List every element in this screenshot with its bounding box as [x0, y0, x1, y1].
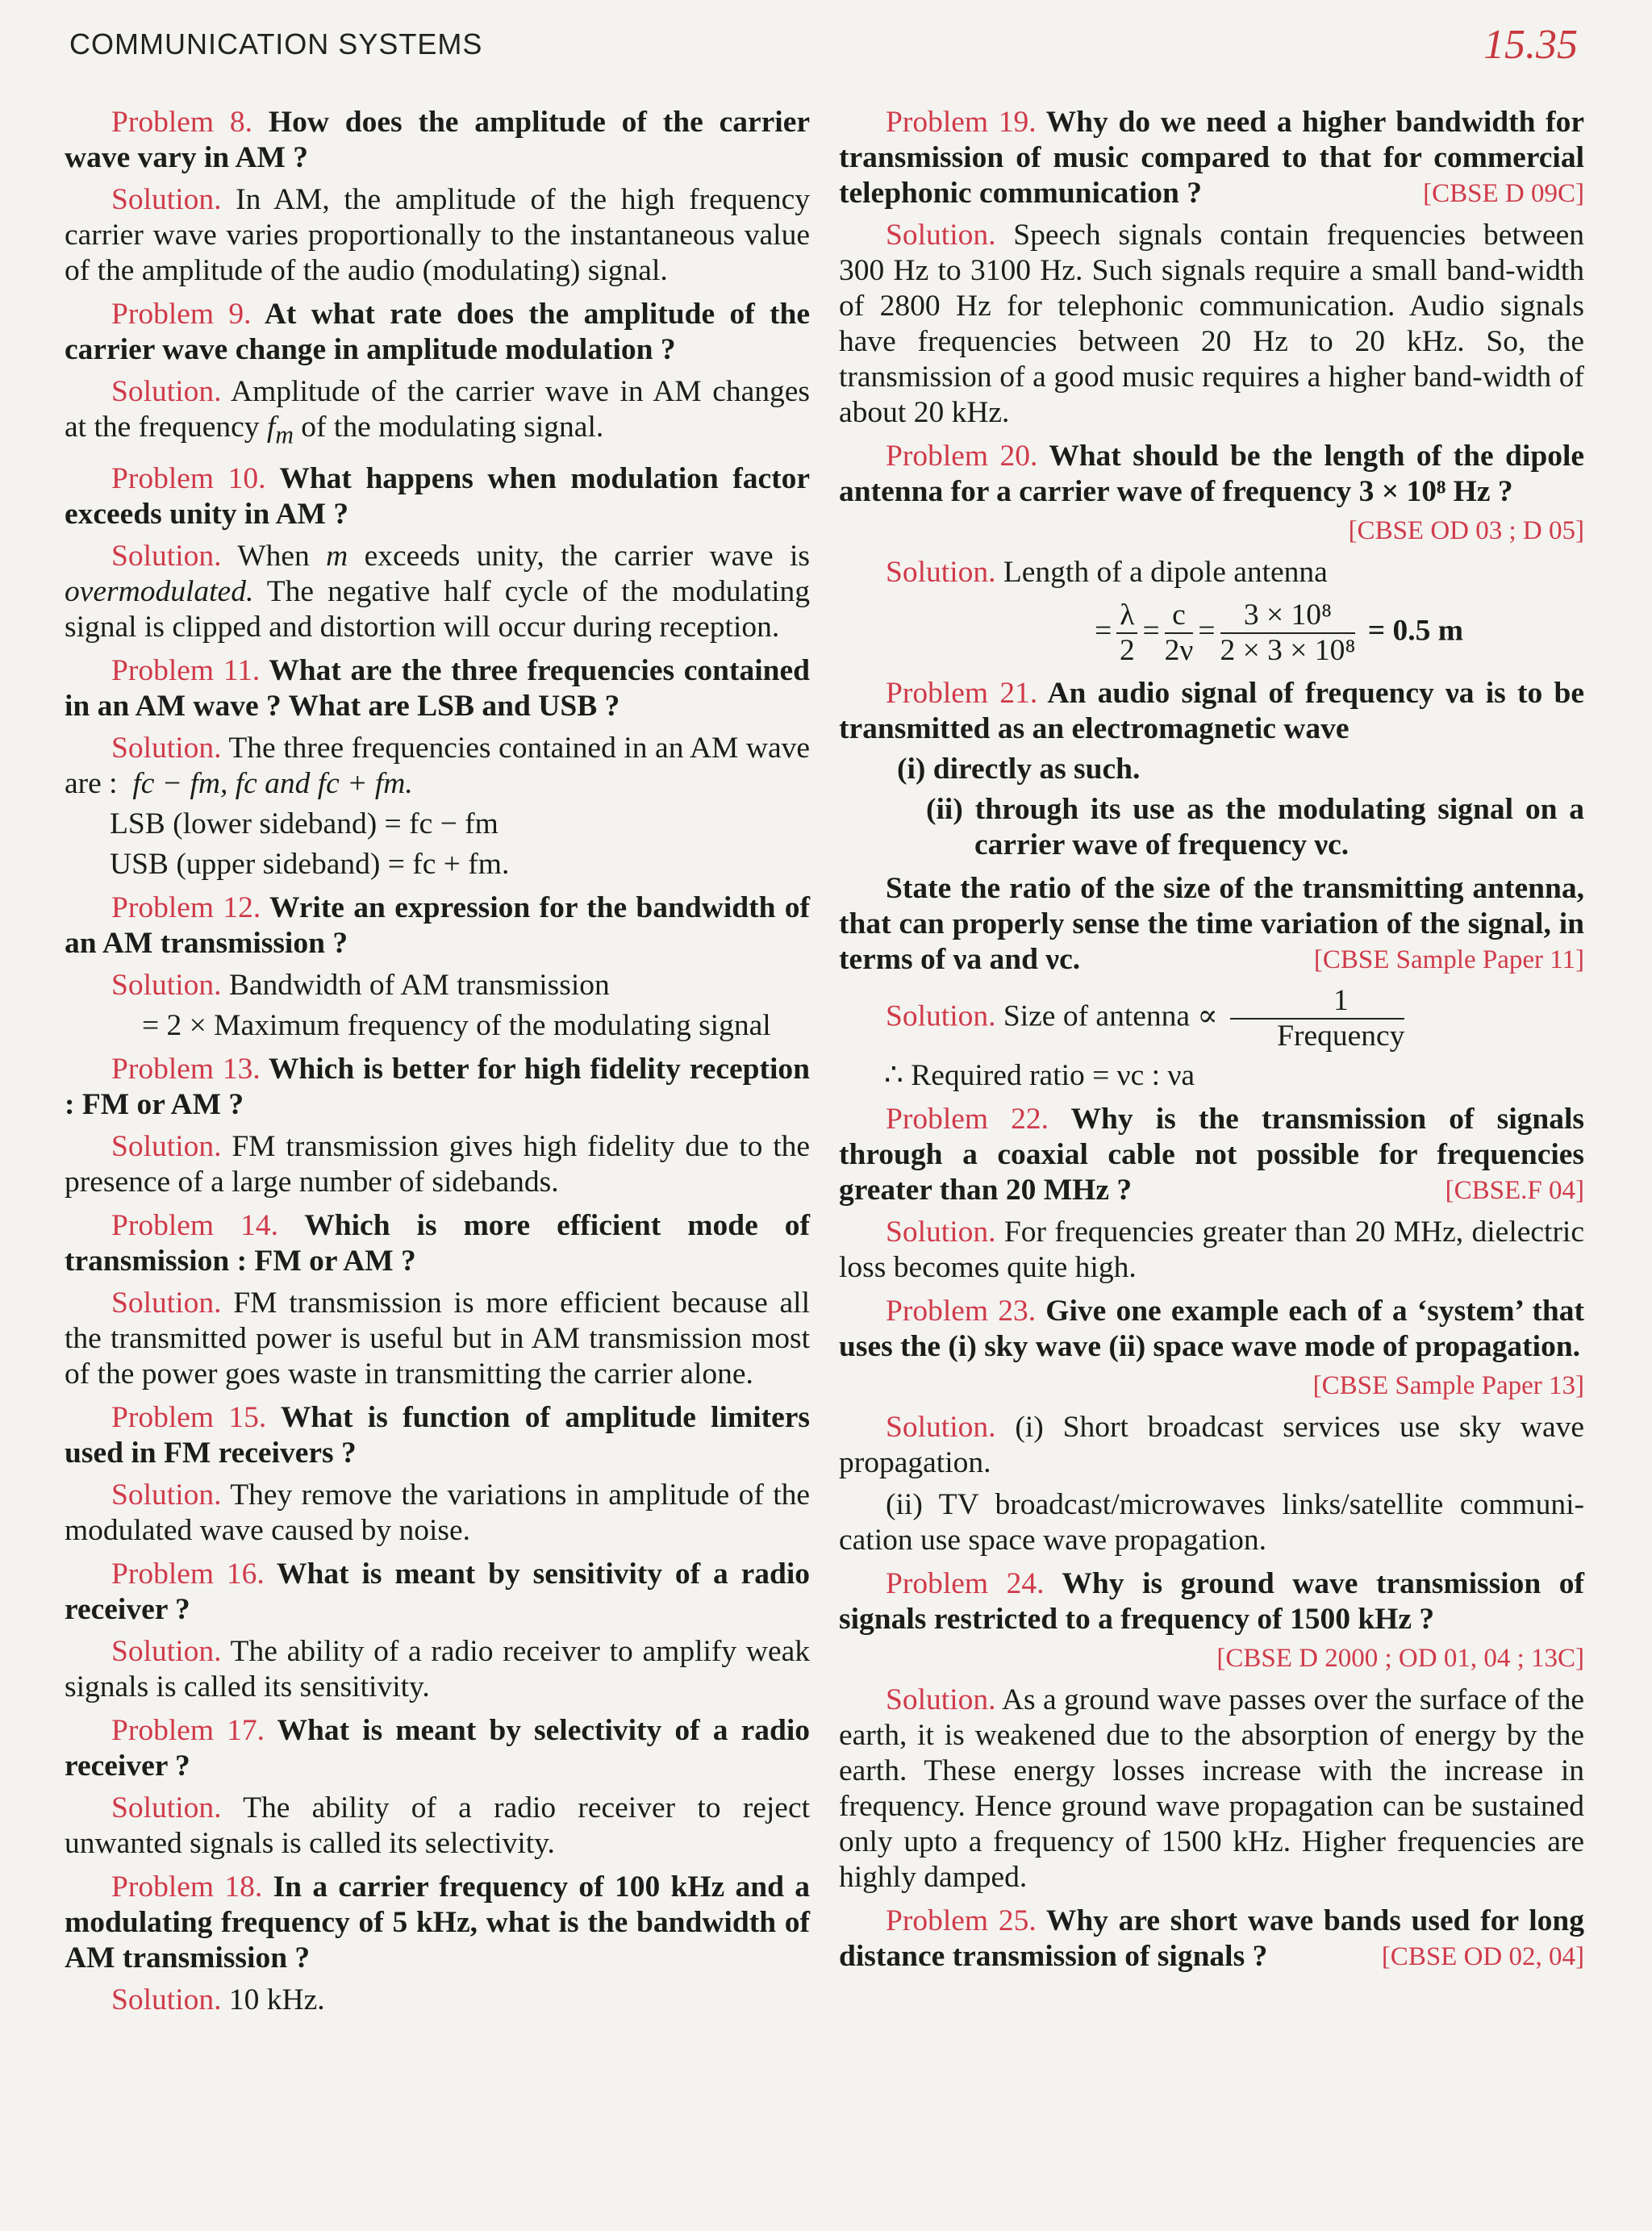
- chapter-title: COMMUNICATION SYSTEMS: [69, 27, 483, 60]
- solution-21: Solution. Size of antenna ∝ $\frac{1}{\text{Frequency}}$: [886, 984, 1405, 1053]
- solution-18: Solution. 10 kHz.: [111, 1983, 325, 2016]
- problem-23: Problem 23. Give one example each of a ‘system’ that uses the (i) sky wave (ii) space wave mode of propagation.: [839, 1295, 1584, 1363]
- citation: [CBSE OD 03 ; D 05]: [1348, 516, 1584, 545]
- page-header: [0, 18, 1652, 82]
- required-ratio: ∴ Required ratio = νc : νa: [884, 1059, 1195, 1092]
- solution-14: Solution. FM transmission is more efficient because all the transmitted power is useful but in AM transmission most of the power goes waste in transmitting the carrier alone.: [65, 1286, 810, 1391]
- page-number: 15.35: [1483, 22, 1578, 68]
- solution-23-part-ii: (ii) TV broadcast/microwaves links/satellite communi-cation use space wave propagation.: [839, 1488, 1584, 1557]
- dipole-equation: = $\frac{\lambda}{2}$ = $\frac{c}{2\nu}$ = $\frac{\text{3 × 10⁸}}{\text{2 × 3 × 10⁸}}$ = 0.5 m: [1095, 598, 1463, 667]
- problem-11: Problem 11. What are the three frequencies contained in an AM wave ? What are LSB and USB ?: [65, 653, 810, 723]
- problem-19: Problem 19. Why do we need a higher bandwidth for transmission of music compared to that for commercial telephonic communication ? [CBSE D 09C]: [839, 106, 1585, 210]
- solution-22: Solution. For frequencies greater than 20 MHz, dielectric loss becomes quite high.: [839, 1216, 1584, 1284]
- problem-22: Problem 22. Why is the transmission of signals through a coaxial cable not possible for frequencies greater than 20 MHz ? [CBSE.F 04]: [839, 1103, 1584, 1207]
- problem-21: Problem 21. An audio signal of frequency νa is to be transmitted as an electromagnetic wave: [839, 677, 1584, 745]
- problem-14: Problem 14. Which is more efficient mode of transmission : FM or AM ?: [65, 1208, 810, 1278]
- right-column: [839, 105, 1584, 1975]
- citation: [CBSE D 2000 ; OD 01, 04 ; 13C]: [1216, 1644, 1584, 1673]
- problem-21-part-i: (i) directly as such.: [897, 753, 1141, 786]
- problem-15: Problem 15. What is function of amplitude limiters used in FM receivers ?: [65, 1400, 811, 1470]
- bandwidth-equation: = 2 × Maximum frequency of the modulating signal: [142, 1008, 771, 1042]
- solution-23: Solution. (i) Short broadcast services use sky wave propagation.: [839, 1411, 1584, 1479]
- problem-21-statement: State the ratio of the size of the transmitting antenna, that can properly sense the time variation of the signal, in terms of νa and νc. [CBSE Sample Paper 11]: [839, 872, 1584, 976]
- problem-8: Problem 8. How does the amplitude of the carrier wave vary in AM ?: [65, 106, 811, 174]
- problem-10: Problem 10. What happens when modulation factor exceeds unity in AM ?: [65, 461, 810, 531]
- problem-18: Problem 18. In a carrier frequency of 100 kHz and a modulating frequency of 5 kHz, what is the bandwidth of AM transmission ?: [65, 1870, 811, 1975]
- left-column: [65, 105, 810, 2018]
- solution-12: Solution. Bandwidth of AM transmission: [111, 968, 610, 1002]
- solution-16: Solution. The ability of a radio receiver to amplify weak signals is called its sensitivity.: [65, 1634, 810, 1703]
- problem-21-part-ii: (ii) through its use as the modulating signal on a carrier wave of frequency νc.: [926, 793, 1584, 861]
- usb-line: USB (upper sideband) = fc + fm.: [110, 847, 510, 881]
- citation: [CBSE.F 04]: [1445, 1176, 1584, 1205]
- solution-19: Solution. Speech signals contain frequencies between 300 Hz to 3100 Hz. Such signals require a small band-width of 2800 Hz for telephonic communication. Audio signals have frequencies between 20 Hz to 20 kHz. So, the transmission of a good music requires a higher band-width of about 20 kHz.: [839, 219, 1584, 429]
- lsb-line: LSB (lower sideband) = fc − fm: [110, 807, 499, 840]
- problem-9: Problem 9. At what rate does the amplitude of the carrier wave change in amplitude modulation ?: [65, 298, 810, 366]
- problem-25: Problem 25. Why are short wave bands used for long distance transmission of signals ? [CBSE OD 02, 04]: [839, 1904, 1584, 1973]
- solution-8: Solution. In AM, the amplitude of the high frequency carrier wave varies proportionally to the instantaneous value of the amplitude of the audio (modulating) signal.: [65, 183, 810, 287]
- citation: [CBSE OD 02, 04]: [1381, 1942, 1584, 1971]
- problem-16: Problem 16. What is meant by sensitivity of a radio receiver ?: [65, 1557, 811, 1626]
- problem-17: Problem 17. What is meant by selectivity of a radio receiver ?: [65, 1713, 810, 1783]
- solution-24: Solution. As a ground wave passes over the surface of the earth, it is weakened due to the absorption of energy by the earth. These energy losses increase with the increase in frequency. Hence ground wave propagation can be sustained only upto a frequency of 1500 kHz. Higher frequencies are highly damped.: [839, 1683, 1584, 1894]
- solution-13: Solution. FM transmission gives high fidelity due to the presence of a large number of sidebands.: [65, 1129, 811, 1199]
- solution-10: Solution. When m exceeds unity, the carrier wave is overmodulated. The negative half cycle of the modulating signal is clipped and distortion will occur during reception.: [65, 539, 811, 644]
- citation: [CBSE D 09C]: [1423, 179, 1584, 208]
- solution-20: Solution. Length of a dipole antenna: [886, 556, 1328, 589]
- citation: [CBSE Sample Paper 13]: [1312, 1371, 1584, 1400]
- problem-12: Problem 12. Write an expression for the bandwidth of an AM transmission ?: [65, 890, 811, 960]
- problem-13: Problem 13. Which is better for high fidelity reception : FM or AM ?: [65, 1052, 810, 1121]
- solution-17: Solution. The ability of a radio receiver to reject unwanted signals is called its selectivity.: [65, 1791, 811, 1860]
- citation: [CBSE Sample Paper 11]: [1313, 945, 1584, 974]
- solution-11: Solution. The three frequencies contained in an AM wave are : fc − fm, fc and fc + fm.: [65, 731, 811, 800]
- solution-15: Solution. They remove the variations in amplitude of the modulated wave caused by noise.: [65, 1478, 811, 1547]
- problem-20: Problem 20. What should be the length of the dipole antenna for a carrier wave of frequency 3 × 10⁸ Hz ?: [839, 440, 1585, 508]
- problem-24: Problem 24. Why is ground wave transmission of signals restricted to a frequency of 1500 kHz ?: [839, 1567, 1584, 1636]
- solution-9: Solution. Amplitude of the carrier wave in AM changes at the frequency $f_m$ of the modulating signal.: [65, 375, 810, 449]
